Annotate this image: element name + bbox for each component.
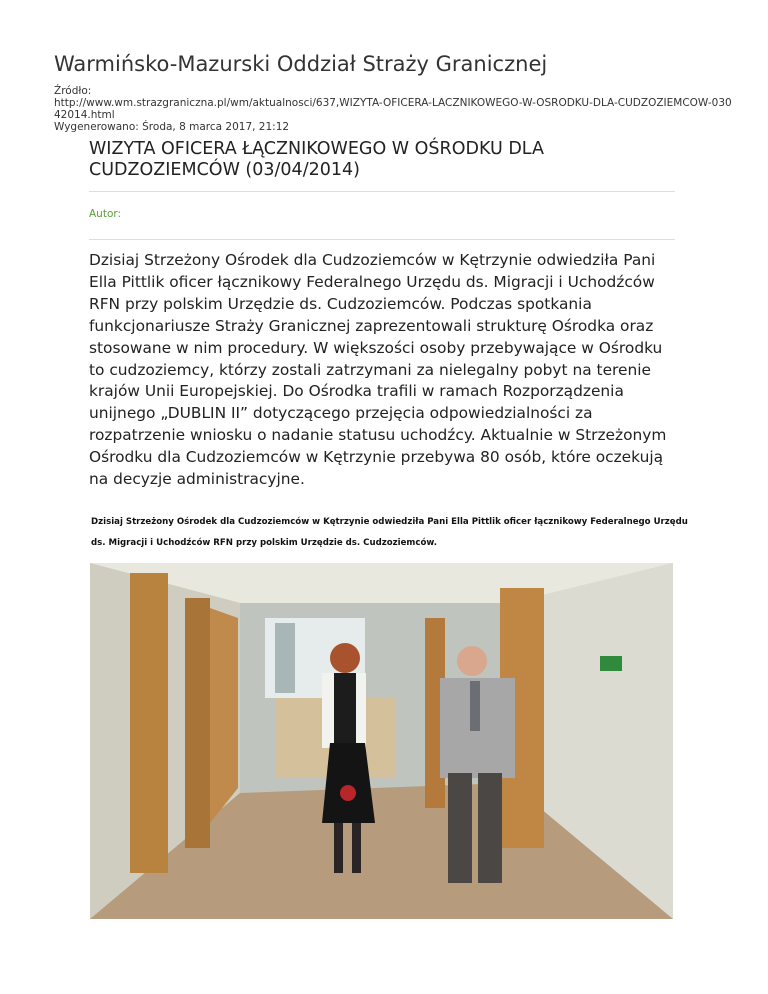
photo-caption: Dzisiaj Strzeżony Ośrodek dla Cudzoziemców w Kętrzynie odwiedziła Pani Ella Pittlik oficer łącznikowy Federalnego Urzędu ds. Migracji i Uchodźców RFN przy polskim Urzędzie ds. Cudzoziemców. [91, 517, 688, 548]
site-title: Warmińsko-Mazurski Oddział Straży Granicznej [54, 52, 548, 76]
source-url[interactable]: http://www.wm.strazgraniczna.pl/wm/aktualnosci/637,WIZYTA-OFICERA-LACZNIKOWEGO-W-OSRODKU-DLA-CUDZOZIEMCOW-03042014.html [54, 97, 732, 121]
author-label: Autor: [89, 208, 122, 220]
divider [89, 239, 675, 240]
article-body: Dzisiaj Strzeżony Ośrodek dla Cudzoziemców w Kętrzynie odwiedziła Pani Ella Pittlik oficer łącznikowy Federalnego Urzędu ds. Migracji i Uchodźców RFN przy polskim Urzędzie ds. Cudzoziemców. Podczas spotkania funkcjonariusze Straży Granicznej zaprezentowali strukturę Ośrodka oraz stosowane w nim procedury. W większości osoby przebywające w Ośrodku to cudzoziemcy, którzy zostali zatrzymani za nielegalny pobyt na terenie krajów Unii Europejskiej. Do Ośrodka trafili w ramach Rozporządzenia unijnego „DUBLIN II” dotyczącego przejęcia odpowiedzialności za rozpatrzenie wniosku o nadanie statusu uchodźcy. Aktualnie w Strzeżonym Ośrodku dla Cudzoziemców w Kętrzynie przebywa 80 osób, które oczekują na decyzje administracyjne. [89, 251, 667, 489]
generated-timestamp: Wygenerowano: Środa, 8 marca 2017, 21:12 [54, 121, 290, 133]
source-label: Źródło: [54, 85, 92, 97]
document-meta [54, 85, 734, 133]
article-title: WIZYTA OFICERA ŁĄCZNIKOWEGO W OŚRODKU DLA CUDZOZIEMCÓW (03/04/2014) [89, 139, 544, 180]
divider [89, 191, 675, 192]
article-photo [90, 563, 673, 919]
